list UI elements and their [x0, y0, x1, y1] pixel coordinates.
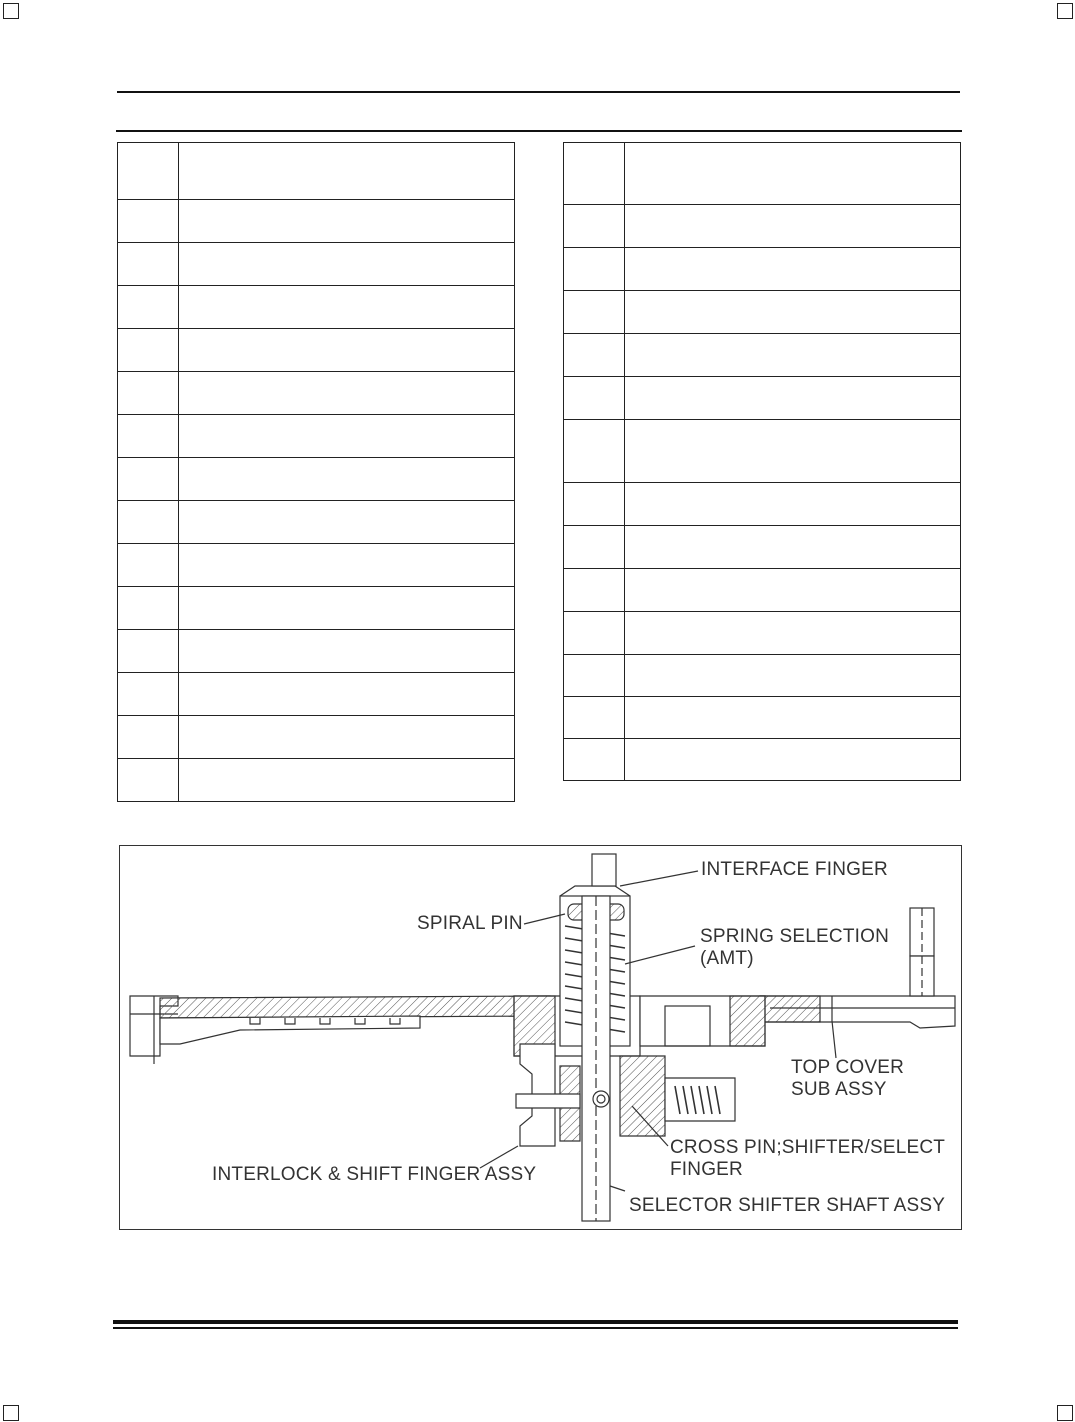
table-row [118, 716, 515, 759]
table-row [118, 458, 515, 501]
table-row [118, 200, 515, 243]
table-row [564, 739, 961, 781]
table-row [118, 759, 515, 802]
table-row [118, 673, 515, 716]
table-row [564, 612, 961, 655]
table-row [118, 501, 515, 544]
table-row [118, 415, 515, 458]
table-row [564, 143, 961, 205]
callout-cross-pin: CROSS PIN;SHIFTER/SELECT FINGER [670, 1137, 946, 1180]
table-row [118, 143, 515, 200]
header-rule-top [117, 91, 960, 93]
table-row [118, 286, 515, 329]
assembly-figure [119, 845, 962, 1230]
table-row [118, 630, 515, 673]
table-row [564, 697, 961, 739]
table-row [564, 291, 961, 334]
table-row [118, 544, 515, 587]
header-rule-bottom [116, 130, 962, 132]
table-row [118, 243, 515, 286]
crop-mark-top-right [1057, 3, 1073, 19]
table-row [564, 205, 961, 248]
table-row [118, 372, 515, 415]
table-row [564, 377, 961, 420]
parts-table-left [117, 142, 515, 802]
footer-rule-thick [113, 1320, 958, 1324]
footer-rule-thin [113, 1327, 958, 1329]
table-row [118, 329, 515, 372]
parts-table-right [563, 142, 961, 781]
crop-mark-top-left [3, 3, 19, 19]
table-row [564, 655, 961, 697]
callout-top-cover-sub-assy: TOP COVER SUB ASSY [791, 1057, 905, 1100]
callout-spiral-pin: SPIRAL PIN [417, 913, 523, 934]
table-row [564, 334, 961, 377]
callout-interface-finger: INTERFACE FINGER [701, 859, 888, 880]
crop-mark-bottom-left [3, 1405, 19, 1421]
table-row [118, 587, 515, 630]
callout-selector-shifter-shaft-assy: SELECTOR SHIFTER SHAFT ASSY [629, 1195, 946, 1216]
crop-mark-bottom-right [1057, 1405, 1073, 1421]
table-row [564, 420, 961, 483]
callout-interlock-shift-finger-assy: INTERLOCK & SHIFT FINGER ASSY [212, 1164, 537, 1185]
table-row [564, 248, 961, 291]
table-row [564, 569, 961, 612]
table-row [564, 483, 961, 526]
callout-spring-selection: SPRING SELECTION (AMT) [700, 926, 890, 969]
table-row [564, 526, 961, 569]
